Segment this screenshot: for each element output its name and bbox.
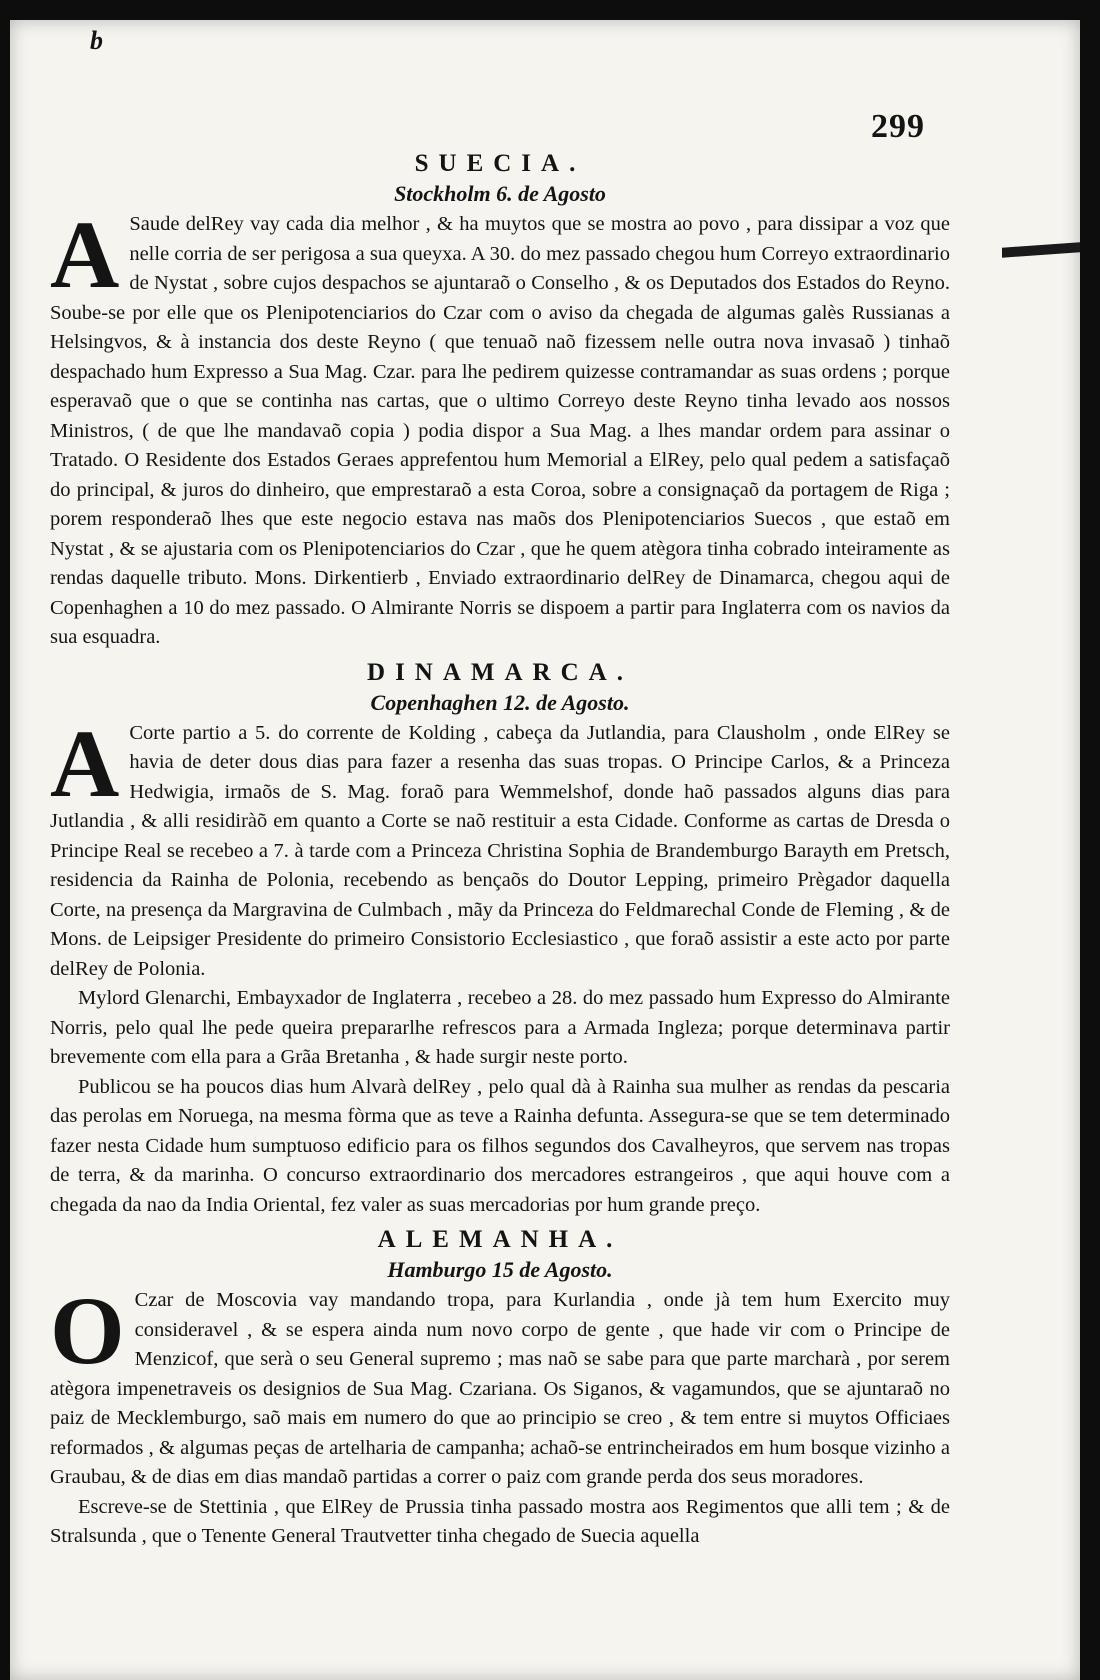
dateline: Stockholm 6. de Agosto	[394, 181, 606, 206]
edge-rule	[1002, 242, 1080, 257]
drop-cap: A	[50, 709, 120, 817]
section-title: DINAMARCA.	[367, 658, 633, 686]
article-paragraph	[50, 201, 950, 653]
article-paragraph	[50, 1073, 950, 1221]
page-number: 299	[871, 108, 925, 145]
paragraph-text: Mylord Glenarchi, Embayxador de Inglaterra , recebeo a 28. do mez passado hum Expresso do Almirante Norris, pelo qual lhe pede queira prepararlhe refrescos para a Armada Ingleza; porque determinava partir brevemente com ella para a Grãa Bretanha , & hade surgir neste porto.	[50, 987, 950, 1068]
dateline: Hamburgo 15 de Agosto.	[387, 1257, 613, 1282]
section-title: SUECIA.	[414, 150, 586, 177]
dateline: Copenhaghen 12. de Agosto.	[370, 689, 630, 715]
corner-mark: b	[90, 26, 103, 55]
paragraph-text: Publicou se ha poucos dias hum Alvarà delRey , pelo qual dà à Rainha sua mulher as rendas da pescaria das perolas em Noruega, na mesma fòrma que as teve a Rainha defunta. Assegura-se que se tem determinado fazer nesta Cidade hum sumptuoso edificio para os filhos segundos dos Cavalheyros, que servem nas tropas de terra, & da marinha. O concurso extraordinario dos mercadores estrangeiros , que aqui houve com a chegada da nao da India Oriental, fez valer as suas mercadorias por hum grande preço.	[50, 1075, 950, 1216]
section-title: ALEMANHA.	[377, 1226, 623, 1253]
article-paragraph	[50, 709, 950, 985]
article-paragraph	[50, 984, 950, 1073]
drop-cap: A	[50, 201, 120, 308]
paragraph-text: Saude delRey vay cada dia melhor , & ha muytos que se mostra ao povo , para dissipar a voz que nelle corria de ser perigosa a sua queyxa. A 30. do mez passado chegou hum Correyo extraordinario de Nystat , sobre cujos despachos se ajuntaraõ o Conselho , & os Deputados dos Estados do Reyno. Soube-se por elle que os Plenipotenciarios do Czar com o aviso da chegada de algumas galès Russianas a Helsingvos, & à instancia dos deste Reyno ( que tenuaõ naõ fizessem nelle outra nova invasaõ ) tinhaõ despachado hum Expresso a Sua Mag. Czar. para lhe pedirem quizesse contramandar as suas ordens ; porque esperavaõ que o que se continha nas cartas, que o ultimo Correyo deste Reyno tinha levado aos nossos Ministros, ( de que lhe mandavaõ copia ) podia dispor a Sua Mag. a lhes mandar ordem para assinar o Tratado. O Residente dos Estados Geraes apprefentou hum Memorial a ElRey, pelo qual pedem a satisfaçaõ do principal, & juros do dinheiro, que emprestaraõ a esta Coroa, sobre a consignaçaõ da portagem de Riga ; porem responderaõ lhes que este negocio estava nas maõs dos Plenipotenciarios Suecos , que estaõ em Nystat , & se ajustaria com os Plenipotenciarios do Czar , que he quem atègora tinha cobrado inteiramente as rendas daquelle tributo. Mons. Dirkentierb , Enviado extraordinario delRey de Dinamarca, chegou aqui de Copenhaghen a 10 do mez passado. O Almirante Norris se dispoem a partir para Inglaterra com os navios da sua esquadra.	[50, 213, 950, 648]
section-alemanha	[50, 1224, 950, 1552]
paragraph-text: Czar de Moscovia vay mandando tropa, para Kurlandia , onde jà tem hum Exercito muy consideravel , & se espera ainda num novo corpo de gente , que hade vir com o Principe de Menzicof, que serà o seu General supremo ; mas naõ se sabe para que parte marcharà , por serem atègora impenetraveis os designios de Sua Mag. Czariana. Os Siganos, & vagamundos, que se ajuntaraõ no paiz de Mecklemburgo, saõ mais em numero do que ao principio se creo , & tem entre si muytos Officiaes reformados , & algumas peças de artelharia de campanha; achaõ-se entrincheirados em hum bosque vizinho a Graubau, & de dias em dias mandaõ partidas a correr o paiz com grande perda dos seus moradores.	[50, 1289, 950, 1488]
newspaper-page	[10, 20, 1080, 1680]
text-column	[50, 148, 950, 1552]
article-paragraph	[50, 1277, 950, 1493]
section-dinamarca	[50, 657, 950, 1221]
section-suecia	[50, 148, 950, 653]
drop-cap: O	[50, 1277, 125, 1384]
paragraph-text: Escreve-se de Stettinia , que ElRey de Prussia tinha passado mostra aos Regimentos que alli tem ; & de Stralsunda , que o Tenente General Trautvetter tinha chegado de Suecia aquella	[50, 1495, 950, 1547]
paragraph-text: Corte partio a 5. do corrente de Kolding , cabeça da Jutlandia, para Clausholm , onde ElRey se havia de deter dous dias para fazer a resenha das suas tropas. O Principe Carlos, & a Princeza Hedwigia, irmaõs de S. Mag. foraõ para Wemmelshof, donde haõ passados alguns dias para Jutlandia , & alli residiràõ em quanto a Corte se naõ restituir a esta Cidade. Conforme as cartas de Dresda o Principe Real se recebeo a 7. à tarde com a Princeza Christina Sophia de Brandemburgo Barayth em Pretsch, residencia da Rainha de Polonia, recebendo as bençaõs do Doutor Lepping, primeiro Prègador daquella Corte, na presença da Margravina de Culmbach , mãy da Princeza do Feldmarechal Conde de Fleming , & de Mons. de Leipsiger Presidente do primeiro Consistorio Ecclesiastico , que foraõ assistir a este acto por parte delRey de Polonia.	[50, 721, 950, 980]
article-paragraph	[50, 1493, 950, 1552]
